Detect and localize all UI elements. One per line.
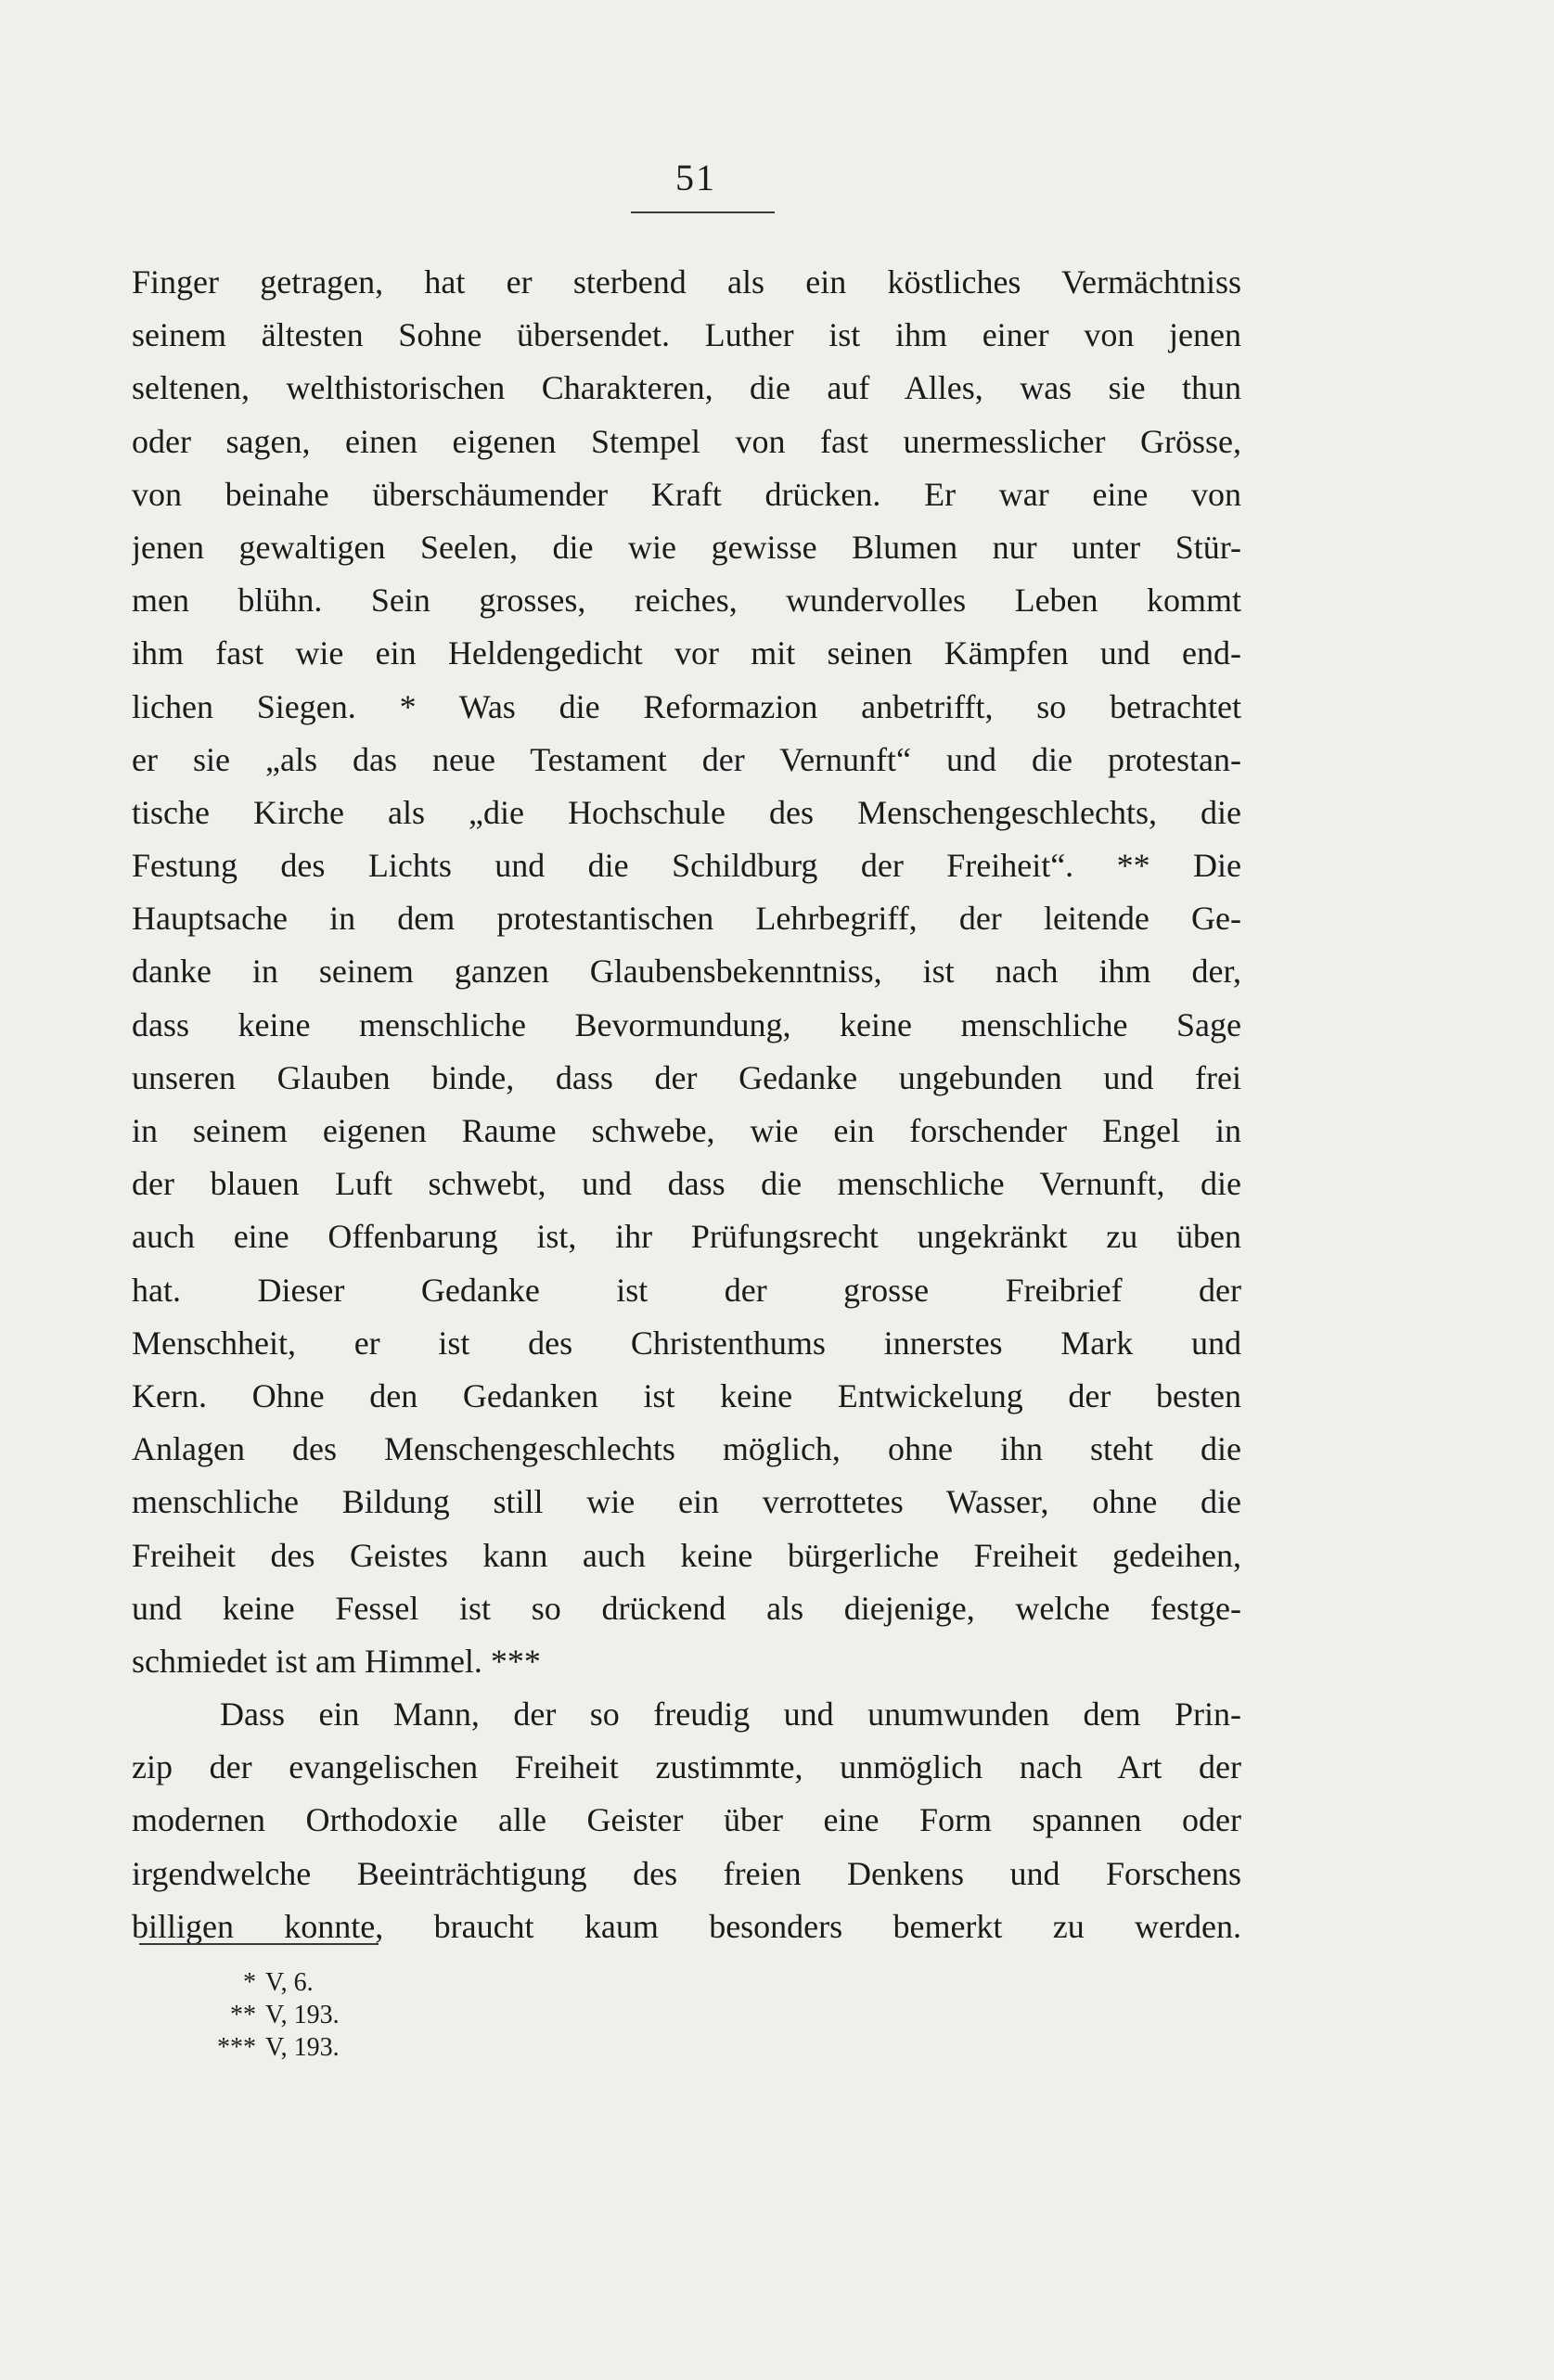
text-line: von beinahe überschäumender Kraft drücken. Er war eine von: [132, 475, 1241, 513]
text-line: Hauptsache in dem protestantischen Lehrbegriff, der leitende Ge-: [132, 900, 1241, 938]
text-line: Menschheit, er ist des Christenthums innerstes Mark und: [132, 1324, 1241, 1362]
footnote: [213, 1966, 340, 1999]
text-line: der blauen Luft schwebt, und dass die menschliche Vernunft, die: [132, 1165, 1241, 1203]
text-line: Freiheit des Geistes kann auch keine bürgerliche Freiheit gedeihen,: [132, 1536, 1241, 1574]
text-line: menschliche Bildung still wie ein verrottetes Wasser, ohne die: [132, 1483, 1241, 1521]
text-line: Dass ein Mann, der so freudig und unumwunden dem Prin-: [220, 1695, 1241, 1734]
text-line: in seinem eigenen Raume schwebe, wie ein forschender Engel in: [132, 1112, 1241, 1149]
text-line: auch eine Offenbarung ist, ihr Prüfungsrecht ungekränkt zu üben: [132, 1218, 1241, 1256]
footnotes: [213, 1966, 340, 2064]
text-line: billigen konnte, braucht kaum besonders bemerkt zu werden.: [132, 1907, 1241, 1945]
text-line: irgendwelche Beeinträchtigung des freien Denkens und Forschens: [132, 1854, 1241, 1892]
text-line: Kern. Ohne den Gedanken ist keine Entwickelung der besten: [132, 1376, 1241, 1414]
text-line: tische Kirche als „die Hochschule des Menschengeschlechts, die: [132, 793, 1241, 831]
footnote-rule: [139, 1943, 379, 1945]
text-line: er sie „als das neue Testament der Vernunft“ und die protestan-: [132, 740, 1241, 778]
text-line: und keine Fessel ist so drückend als diejenige, welche festge-: [132, 1589, 1241, 1627]
text-line: seltenen, welthistorischen Charakteren, die auf Alles, was sie thun: [132, 369, 1241, 407]
page-number: 51: [675, 157, 716, 198]
footnote-mark: **: [230, 2001, 256, 2029]
text-line: jenen gewaltigen Seelen, die wie gewisse Blumen nur unter Stür-: [132, 528, 1241, 566]
text-line: zip der evangelischen Freiheit zustimmte, unmöglich nach Art der: [132, 1748, 1241, 1786]
text-line: Festung des Lichts und die Schildburg der Freiheit“. ** Die: [132, 847, 1241, 885]
footnote-text: V, 193.: [265, 2033, 340, 2062]
text-line: Anlagen des Menschengeschlechts möglich, ohne ihn steht die: [132, 1430, 1241, 1468]
text-line: lichen Siegen. * Was die Reformazion anbetrifft, so betrachtet: [132, 687, 1241, 725]
text-line: oder sagen, einen eigenen Stempel von fast unermesslicher Grösse,: [132, 422, 1241, 460]
body-text: [132, 256, 1241, 1953]
footnote: [213, 1999, 340, 2031]
text-line: seinem ältesten Sohne übersendet. Luther ist ihm einer von jenen: [132, 316, 1241, 354]
footnote: [213, 2031, 340, 2064]
text-line: danke in seinem ganzen Glaubensbekenntniss, ist nach ihm der,: [132, 953, 1241, 991]
text-line: schmiedet ist am Himmel. ***: [132, 1642, 541, 1680]
footnote-mark: ***: [217, 2033, 256, 2062]
footnote-mark: *: [243, 1968, 256, 1997]
text-line: hat. Dieser Gedanke ist der grosse Freibrief der: [132, 1271, 1241, 1309]
footnote-text: V, 193.: [265, 2001, 340, 2029]
text-line: modernen Orthodoxie alle Geister über eine Form spannen oder: [132, 1801, 1241, 1839]
text-line: Finger getragen, hat er sterbend als ein köstliches Vermächtniss: [132, 263, 1241, 301]
text-line: ihm fast wie ein Heldengedicht vor mit seinen Kämpfen und end-: [132, 634, 1241, 672]
text-line: men blühn. Sein grosses, reiches, wundervolles Leben kommt: [132, 582, 1241, 620]
header-rule: [631, 211, 775, 213]
text-line: unseren Glauben binde, dass der Gedanke ungebunden und frei: [132, 1058, 1241, 1096]
footnote-text: V, 6.: [265, 1968, 314, 1997]
text-line: dass keine menschliche Bevormundung, keine menschliche Sage: [132, 1005, 1241, 1043]
